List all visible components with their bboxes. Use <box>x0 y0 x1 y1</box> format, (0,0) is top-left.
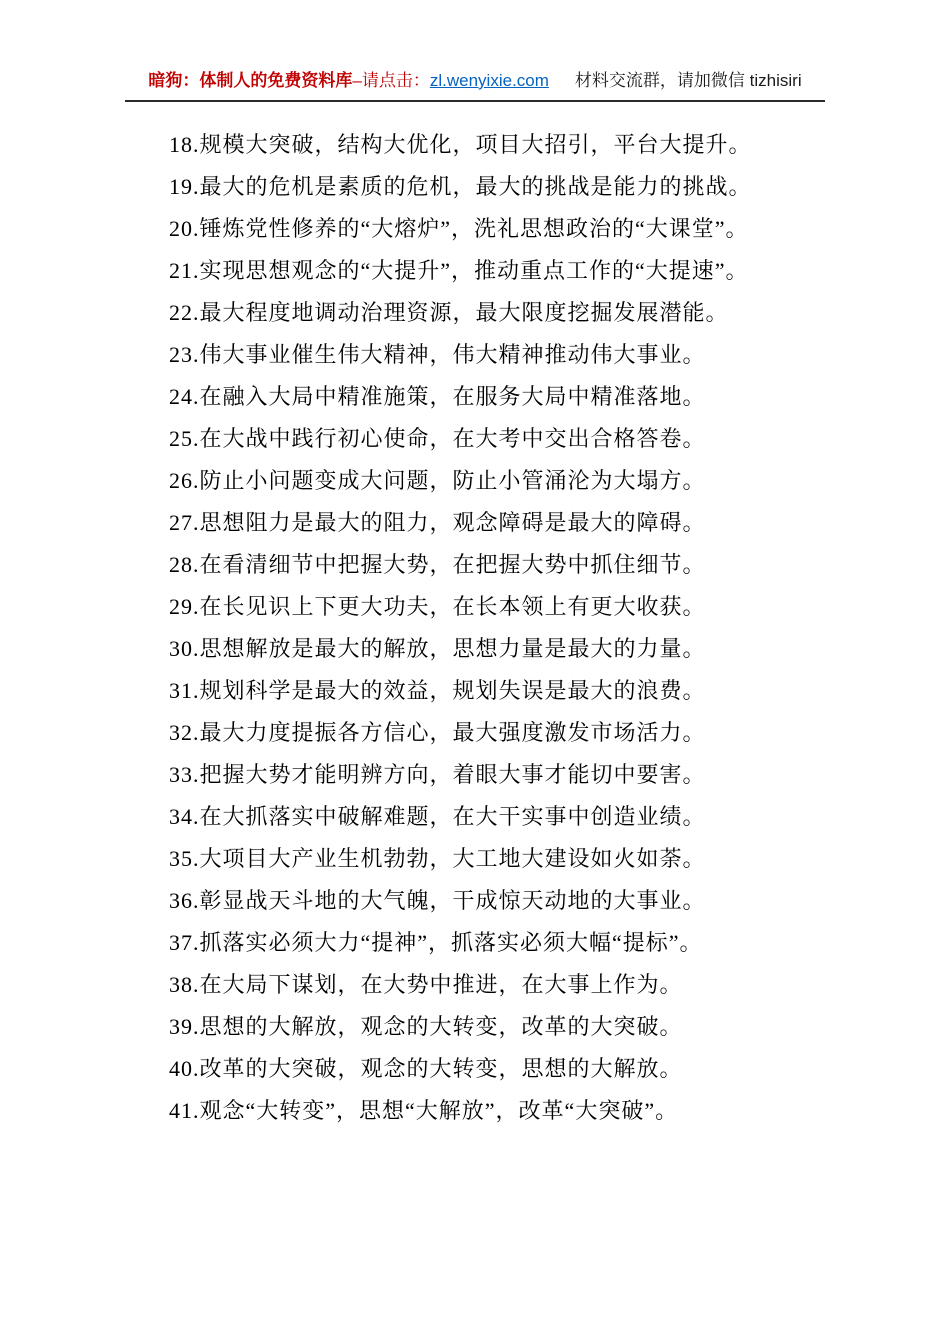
list-item <box>125 964 825 1006</box>
item-number: 30. <box>169 636 200 661</box>
list-item <box>125 1090 825 1132</box>
document-body <box>125 124 825 1132</box>
item-number: 22. <box>169 300 200 325</box>
list-item <box>125 502 825 544</box>
item-text: 锤炼党性修养的“大熔炉”，洗礼思想政治的“大课堂”。 <box>199 216 749 241</box>
item-text: 最大程度地调动治理资源，最大限度挖掘发展潜能。 <box>199 300 729 325</box>
item-text: 规模大突破，结构大优化，项目大招引，平台大提升。 <box>199 132 752 157</box>
item-number: 36. <box>169 888 200 913</box>
list-item <box>125 334 825 376</box>
list-item <box>125 880 825 922</box>
site-link[interactable]: zl.wenyixie.com <box>429 71 549 90</box>
item-text: 把握大势才能明辨方向，着眼大事才能切中要害。 <box>199 762 706 787</box>
item-text: 思想阻力是最大的阻力，观念障碍是最大的障碍。 <box>199 510 706 535</box>
item-number: 40. <box>169 1056 200 1081</box>
item-text: 在大战中践行初心使命，在大考中交出合格答卷。 <box>199 426 706 451</box>
item-number: 29. <box>169 594 200 619</box>
item-number: 27. <box>169 510 200 535</box>
item-text: 实现思想观念的“大提升”，推动重点工作的“大提速”。 <box>199 258 749 283</box>
header-divider <box>125 100 825 102</box>
site-brand: 暗狗：体制人的免费资料库 <box>148 71 353 90</box>
list-item <box>125 838 825 880</box>
list-item <box>125 124 825 166</box>
item-number: 31. <box>169 678 200 703</box>
item-text: 伟大事业催生伟大精神，伟大精神推动伟大事业。 <box>199 342 706 367</box>
contact-info: 材料交流群，请加微信 tizhisiri <box>574 71 802 90</box>
item-number: 41. <box>169 1098 200 1123</box>
list-item <box>125 712 825 754</box>
item-number: 38. <box>169 972 200 997</box>
item-text: 思想的大解放，观念的大转变，改革的大突破。 <box>199 1014 683 1039</box>
list-item <box>125 376 825 418</box>
item-number: 28. <box>169 552 200 577</box>
item-number: 39. <box>169 1014 200 1039</box>
item-text: 大项目大产业生机勃勃，大工地大建设如火如荼。 <box>199 846 706 871</box>
list-item <box>125 670 825 712</box>
item-number: 23. <box>169 342 200 367</box>
list-item <box>125 754 825 796</box>
item-text: 在大局下谋划，在大势中推进，在大事上作为。 <box>199 972 683 997</box>
item-number: 19. <box>169 174 200 199</box>
list-item <box>125 418 825 460</box>
item-text: 改革的大突破，观念的大转变，思想的大解放。 <box>199 1056 683 1081</box>
list-item <box>125 544 825 586</box>
list-item <box>125 292 825 334</box>
item-number: 18. <box>169 132 200 157</box>
item-number: 25. <box>169 426 200 451</box>
list-item <box>125 250 825 292</box>
list-item <box>125 208 825 250</box>
item-number: 33. <box>169 762 200 787</box>
item-text: 观念“大转变”，思想“大解放”，改革“大突破”。 <box>199 1098 679 1123</box>
item-text: 规划科学是最大的效益，规划失误是最大的浪费。 <box>199 678 706 703</box>
list-item <box>125 1006 825 1048</box>
click-hint: –请点击： <box>352 71 430 90</box>
item-number: 20. <box>169 216 200 241</box>
item-number: 34. <box>169 804 200 829</box>
item-text: 在长见识上下更大功夫，在长本领上有更大收获。 <box>199 594 706 619</box>
item-text: 彰显战天斗地的大气魄，干成惊天动地的大事业。 <box>199 888 706 913</box>
list-item <box>125 1048 825 1090</box>
item-number: 21. <box>169 258 200 283</box>
page-header <box>125 66 825 91</box>
list-item <box>125 460 825 502</box>
item-text: 思想解放是最大的解放，思想力量是最大的力量。 <box>199 636 706 661</box>
item-text: 防止小问题变成大问题，防止小管涌沦为大塌方。 <box>199 468 706 493</box>
item-number: 35. <box>169 846 200 871</box>
item-text: 抓落实必须大力“提神”，抓落实必须大幅“提标”。 <box>199 930 703 955</box>
item-text: 在融入大局中精准施策，在服务大局中精准落地。 <box>199 384 706 409</box>
item-text: 在看清细节中把握大势，在把握大势中抓住细节。 <box>199 552 706 577</box>
list-item <box>125 922 825 964</box>
list-item <box>125 628 825 670</box>
item-number: 37. <box>169 930 200 955</box>
item-text: 最大的危机是素质的危机，最大的挑战是能力的挑战。 <box>199 174 752 199</box>
list-item <box>125 796 825 838</box>
item-number: 24. <box>169 384 200 409</box>
item-text: 在大抓落实中破解难题，在大干实事中创造业绩。 <box>199 804 706 829</box>
item-text: 最大力度提振各方信心，最大强度激发市场活力。 <box>199 720 706 745</box>
list-item <box>125 166 825 208</box>
list-item <box>125 586 825 628</box>
item-number: 26. <box>169 468 200 493</box>
item-number: 32. <box>169 720 200 745</box>
